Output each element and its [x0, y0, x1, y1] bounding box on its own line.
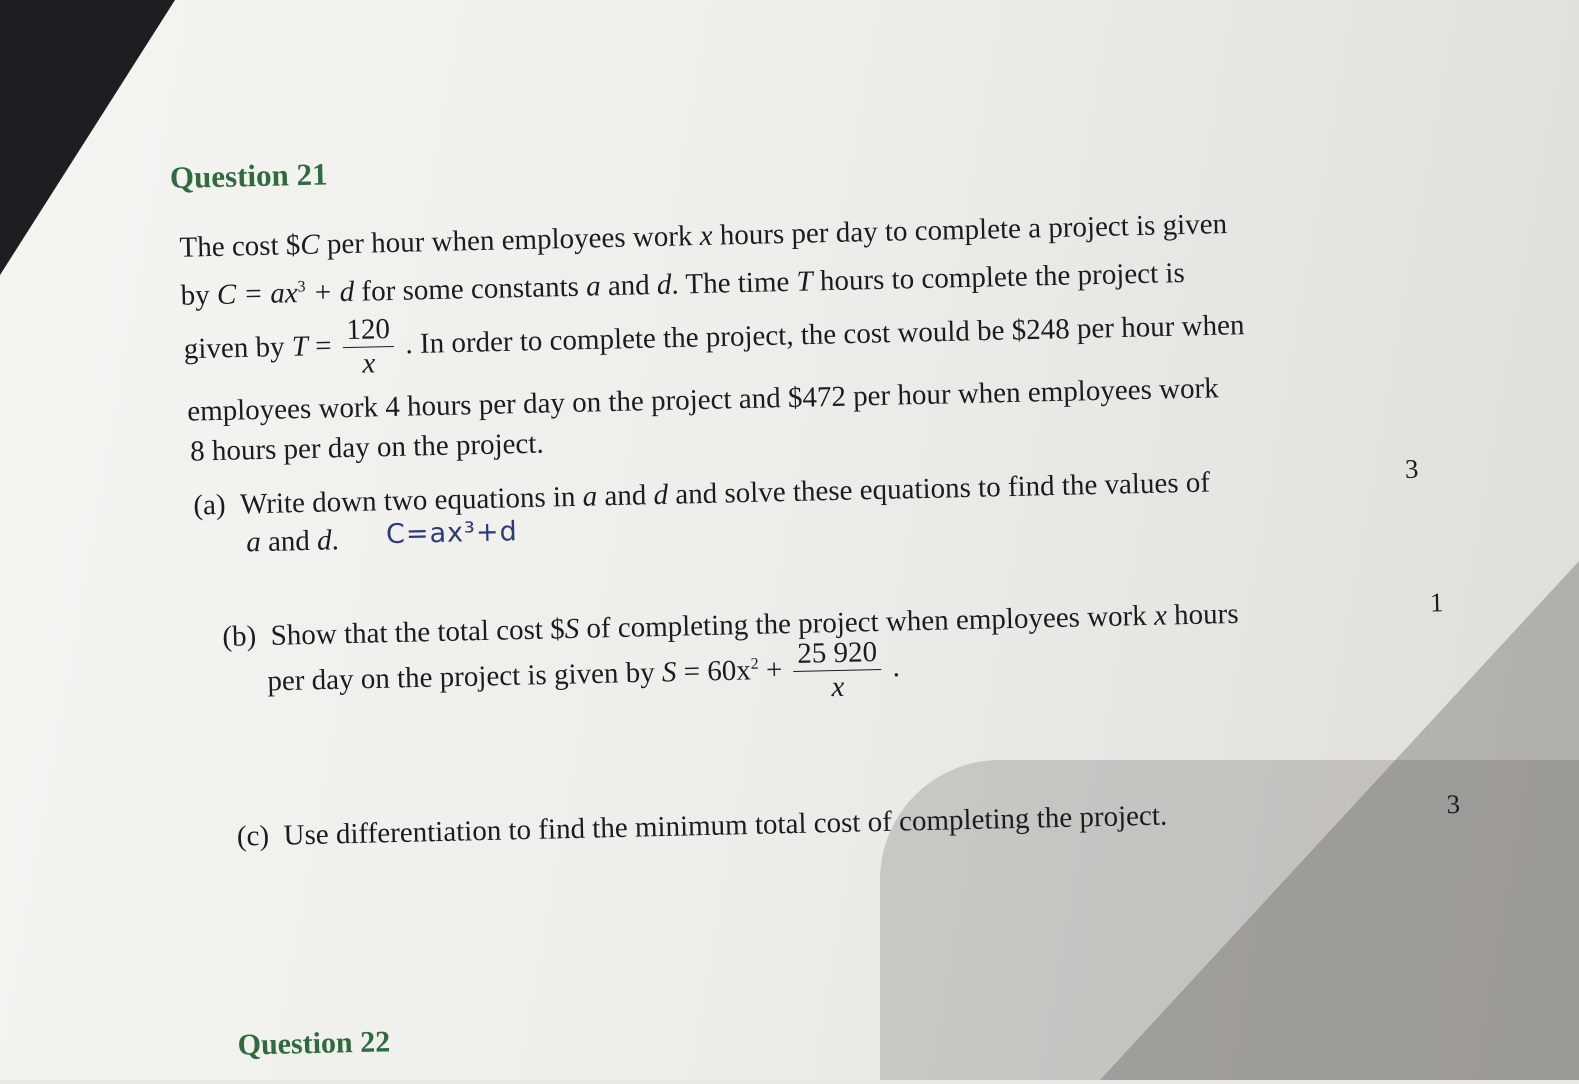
variable-c: C: [299, 228, 321, 262]
part-a-text: and: [596, 479, 654, 513]
equals-sign: =: [307, 329, 340, 363]
total-cost-fraction: [793, 636, 882, 706]
part-a-line-1: [193, 466, 1210, 522]
variable-d: d: [656, 268, 672, 301]
variable-a: a: [585, 270, 601, 303]
cost-formula-end: + d: [305, 275, 355, 309]
stem-line-1: [179, 208, 1227, 265]
stem-text: for some constants: [353, 270, 587, 308]
fraction-numerator: 25 920: [793, 636, 882, 672]
part-a-text: and: [260, 524, 318, 559]
variable-s: S: [661, 656, 677, 689]
stem-text: given by: [183, 330, 293, 366]
part-c-marks: 3: [1446, 788, 1461, 820]
part-a-text: and solve these equations to find the values of: [667, 466, 1211, 511]
part-b-marks: 1: [1429, 587, 1444, 618]
plus-sign: +: [758, 653, 790, 687]
variable-d: d: [316, 524, 332, 557]
time-fraction: [342, 313, 395, 382]
stem-line-4: employees work 4 hours per day on the project and $472 per hour when employees work: [186, 372, 1219, 428]
part-c-line: [237, 800, 1168, 854]
part-a-text: .: [331, 524, 340, 557]
stem-text: hours per day to complete a project is given: [712, 208, 1228, 252]
fraction-denominator: x: [362, 347, 376, 381]
question-21-heading: Question 21: [169, 156, 328, 195]
stem-text: by: [180, 278, 218, 312]
variable-a: a: [582, 480, 598, 513]
stem-text: and: [600, 268, 658, 303]
cost-formula: C = ax: [216, 277, 299, 311]
part-b-label: (b): [222, 620, 257, 653]
part-a-text: Write down two equations in: [239, 480, 584, 521]
part-c-label: (c): [236, 819, 270, 853]
variable-x: x: [699, 219, 713, 252]
fraction-denominator: x: [831, 671, 845, 704]
part-a-label: (a): [193, 488, 226, 522]
stem-text: hours to complete the project is: [812, 257, 1186, 298]
part-a-line-2: [246, 524, 339, 559]
total-cost-formula: = 60x: [676, 654, 752, 689]
part-b-line-2: [267, 636, 901, 718]
part-b-text: per day on the project is given by: [267, 656, 663, 698]
part-b-text: of completing the project when employees work: [578, 599, 1155, 645]
part-b-text: hours: [1166, 597, 1239, 632]
variable-x: x: [1153, 599, 1168, 632]
stem-text: per hour when employees work: [319, 220, 701, 261]
exponent: 2: [750, 655, 759, 673]
stem-text: . The time: [671, 265, 797, 301]
stem-line-5: 8 hours per day on the project.: [189, 427, 544, 468]
variable-t: T: [796, 265, 814, 298]
handwritten-note: C=ax³+d: [385, 516, 519, 551]
variable-t: T: [291, 330, 309, 363]
fraction-numerator: 120: [342, 313, 394, 349]
part-b-text: .: [884, 651, 901, 684]
stem-text: . In order to complete the project, the cost would be $248 per hour when: [397, 309, 1245, 361]
exponent: 3: [297, 278, 306, 296]
part-c-text: Use differentiation to find the minimum total cost of completing the project.: [283, 799, 1168, 852]
part-b-text: Show that the total cost $: [270, 613, 565, 652]
stem-text: The cost $: [179, 229, 301, 264]
question-22-heading: Question 22: [237, 1025, 391, 1062]
part-a-marks: 3: [1404, 453, 1419, 485]
variable-s: S: [564, 612, 580, 646]
variable-d: d: [653, 478, 669, 512]
variable-a: a: [245, 526, 262, 559]
